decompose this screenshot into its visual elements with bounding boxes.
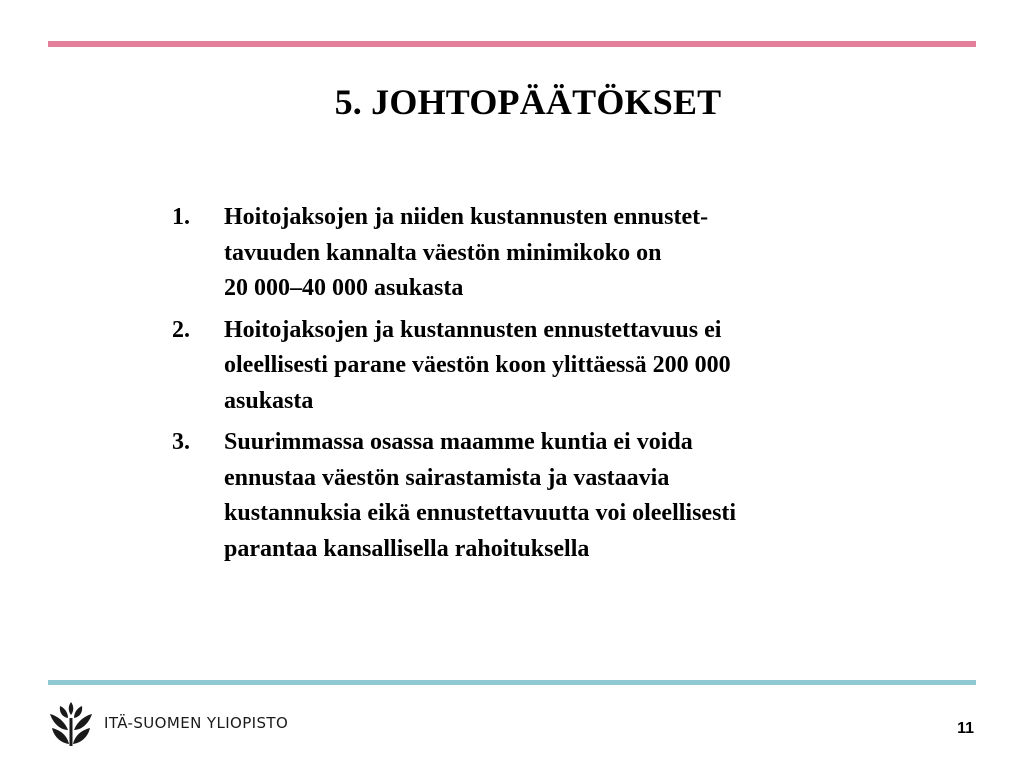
item-line: ennustaa väestön sairastamista ja vastaavia bbox=[224, 464, 670, 491]
item-number: 2. bbox=[172, 316, 190, 343]
top-divider bbox=[48, 41, 976, 47]
university-logo bbox=[48, 698, 288, 748]
university-logo-icon bbox=[48, 698, 94, 748]
item-line: Hoitojaksojen ja niiden kustannusten ennustet- bbox=[224, 204, 709, 230]
item-line: asukasta bbox=[224, 387, 314, 414]
item-number: 1. bbox=[172, 204, 190, 230]
slide-title: 5. JOHTOPÄÄTÖKSET bbox=[334, 82, 722, 122]
item-line: Hoitojaksojen ja kustannusten ennustettavuus ei bbox=[224, 316, 722, 343]
page-number: 11 bbox=[957, 720, 974, 737]
item-number: 3. bbox=[172, 429, 190, 455]
item-line: kustannuksia eikä ennustettavuutta voi oleellisesti bbox=[224, 500, 737, 526]
conclusion-item-2 bbox=[172, 313, 892, 420]
conclusion-item-3 bbox=[172, 425, 892, 567]
item-line: parantaa kansallisella rahoituksella bbox=[224, 535, 590, 562]
bottom-divider bbox=[48, 680, 976, 685]
conclusion-item-1 bbox=[172, 200, 892, 307]
conclusions-list bbox=[172, 200, 892, 573]
item-line: Suurimmassa osassa maamme kuntia ei voida bbox=[224, 429, 693, 455]
university-name: ITÄ-SUOMEN YLIOPISTO bbox=[104, 714, 289, 732]
item-line: oleellisesti parane väestön koon ylittäessä 200 000 bbox=[224, 352, 731, 378]
item-line: 20 000–40 000 asukasta bbox=[224, 275, 464, 301]
item-line: tavuuden kannalta väestön minimikoko on bbox=[224, 239, 662, 266]
